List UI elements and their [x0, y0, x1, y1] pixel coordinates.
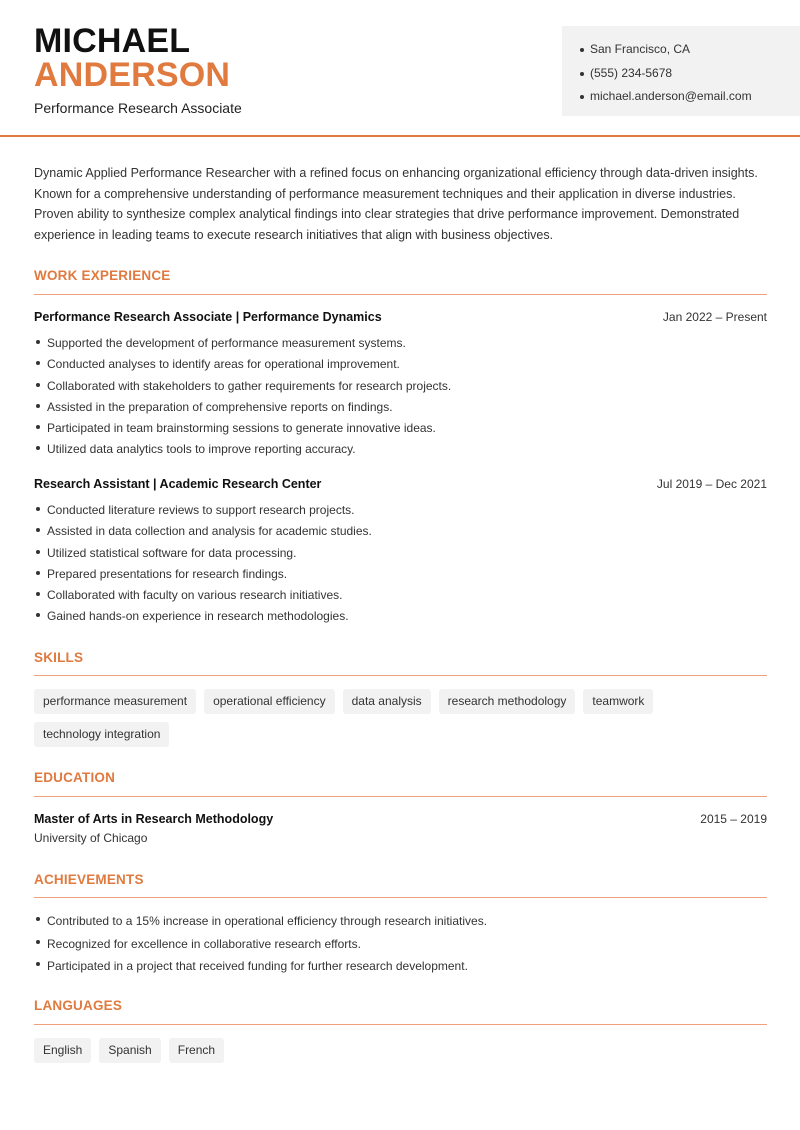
skill-tag: operational efficiency [204, 689, 335, 714]
job-bullets [34, 333, 767, 461]
section-title-work: WORK EXPERIENCE [34, 268, 171, 283]
education-dates: 2015 – 2019 [700, 812, 767, 826]
skill-tag: technology integration [34, 722, 169, 747]
job-title: Performance Research Associate [34, 100, 242, 116]
list-item: Gained hands-on experience in research methodologies. [34, 606, 767, 627]
section-title-achievements: ACHIEVEMENTS [34, 872, 144, 887]
list-item: Collaborated with faculty on various research initiatives. [34, 585, 767, 606]
languages-list [34, 1038, 767, 1063]
language-tag: English [34, 1038, 91, 1063]
list-item: Participated in a project that received funding for further research development. [34, 955, 767, 978]
professional-summary: Dynamic Applied Performance Researcher with a refined focus on enhancing organizational efficiency through data-driven insights. Known for a comprehensive understanding of performance measurement techniques and their application in diverse industries. Proven ability to synthesize complex analytical findings into clear strategies that drive performance improvement. Demonstrated experience in leading teams to execute research initiatives that align with business objectives. [34, 166, 758, 242]
section-divider [34, 675, 767, 676]
skill-tag: teamwork [583, 689, 653, 714]
job-dates: Jul 2019 – Dec 2021 [656, 477, 767, 491]
list-item: Collaborated with stakeholders to gather requirements for research projects. [34, 376, 767, 397]
list-item: Participated in team brainstorming sessions to generate innovative ideas. [34, 418, 767, 439]
job-role: Research Assistant | Academic Research Center [34, 477, 322, 491]
list-item: Prepared presentations for research findings. [34, 564, 767, 585]
contact-location: San Francisco, CA [580, 38, 800, 62]
contact-box [562, 26, 800, 116]
job-dates: Jan 2022 – Present [662, 310, 767, 324]
first-name: MICHAEL [34, 22, 191, 60]
resume-header [0, 0, 800, 137]
section-title-education: EDUCATION [34, 770, 116, 785]
list-item: Recognized for excellence in collaborative research efforts. [34, 933, 767, 956]
list-item: Supported the development of performance measurement systems. [34, 333, 767, 354]
job-bullets [34, 500, 767, 628]
skills-list [34, 689, 674, 747]
job-entry-header [34, 310, 767, 324]
job-entry-header [34, 477, 767, 491]
language-tag: French [169, 1038, 224, 1063]
skill-tag: data analysis [343, 689, 431, 714]
contact-phone: (555) 234-5678 [580, 62, 800, 86]
education-degree: Master of Arts in Research Methodology [34, 812, 274, 826]
section-divider [34, 796, 767, 797]
skill-tag: performance measurement [34, 689, 196, 714]
skill-tag: research methodology [439, 689, 576, 714]
language-tag: Spanish [99, 1038, 160, 1063]
section-divider [34, 1024, 767, 1025]
contact-email[interactable]: michael.anderson@email.com [580, 85, 800, 109]
list-item: Contributed to a 15% increase in operational efficiency through research initiatives. [34, 910, 767, 933]
achievement-bullets [34, 910, 767, 978]
list-item: Conducted literature reviews to support research projects. [34, 500, 767, 521]
job-role: Performance Research Associate | Performance Dynamics [34, 310, 382, 324]
list-item: Assisted in data collection and analysis for academic studies. [34, 521, 767, 542]
section-title-languages: LANGUAGES [34, 998, 123, 1013]
education-school: University of Chicago [34, 831, 148, 845]
section-divider [34, 897, 767, 898]
list-item: Assisted in the preparation of comprehensive reports on findings. [34, 397, 767, 418]
list-item: Utilized data analytics tools to improve reporting accuracy. [34, 439, 767, 460]
section-title-skills: SKILLS [34, 650, 84, 665]
section-divider [34, 294, 767, 295]
list-item: Utilized statistical software for data processing. [34, 543, 767, 564]
list-item: Conducted analyses to identify areas for operational improvement. [34, 354, 767, 375]
last-name: ANDERSON [34, 56, 231, 94]
